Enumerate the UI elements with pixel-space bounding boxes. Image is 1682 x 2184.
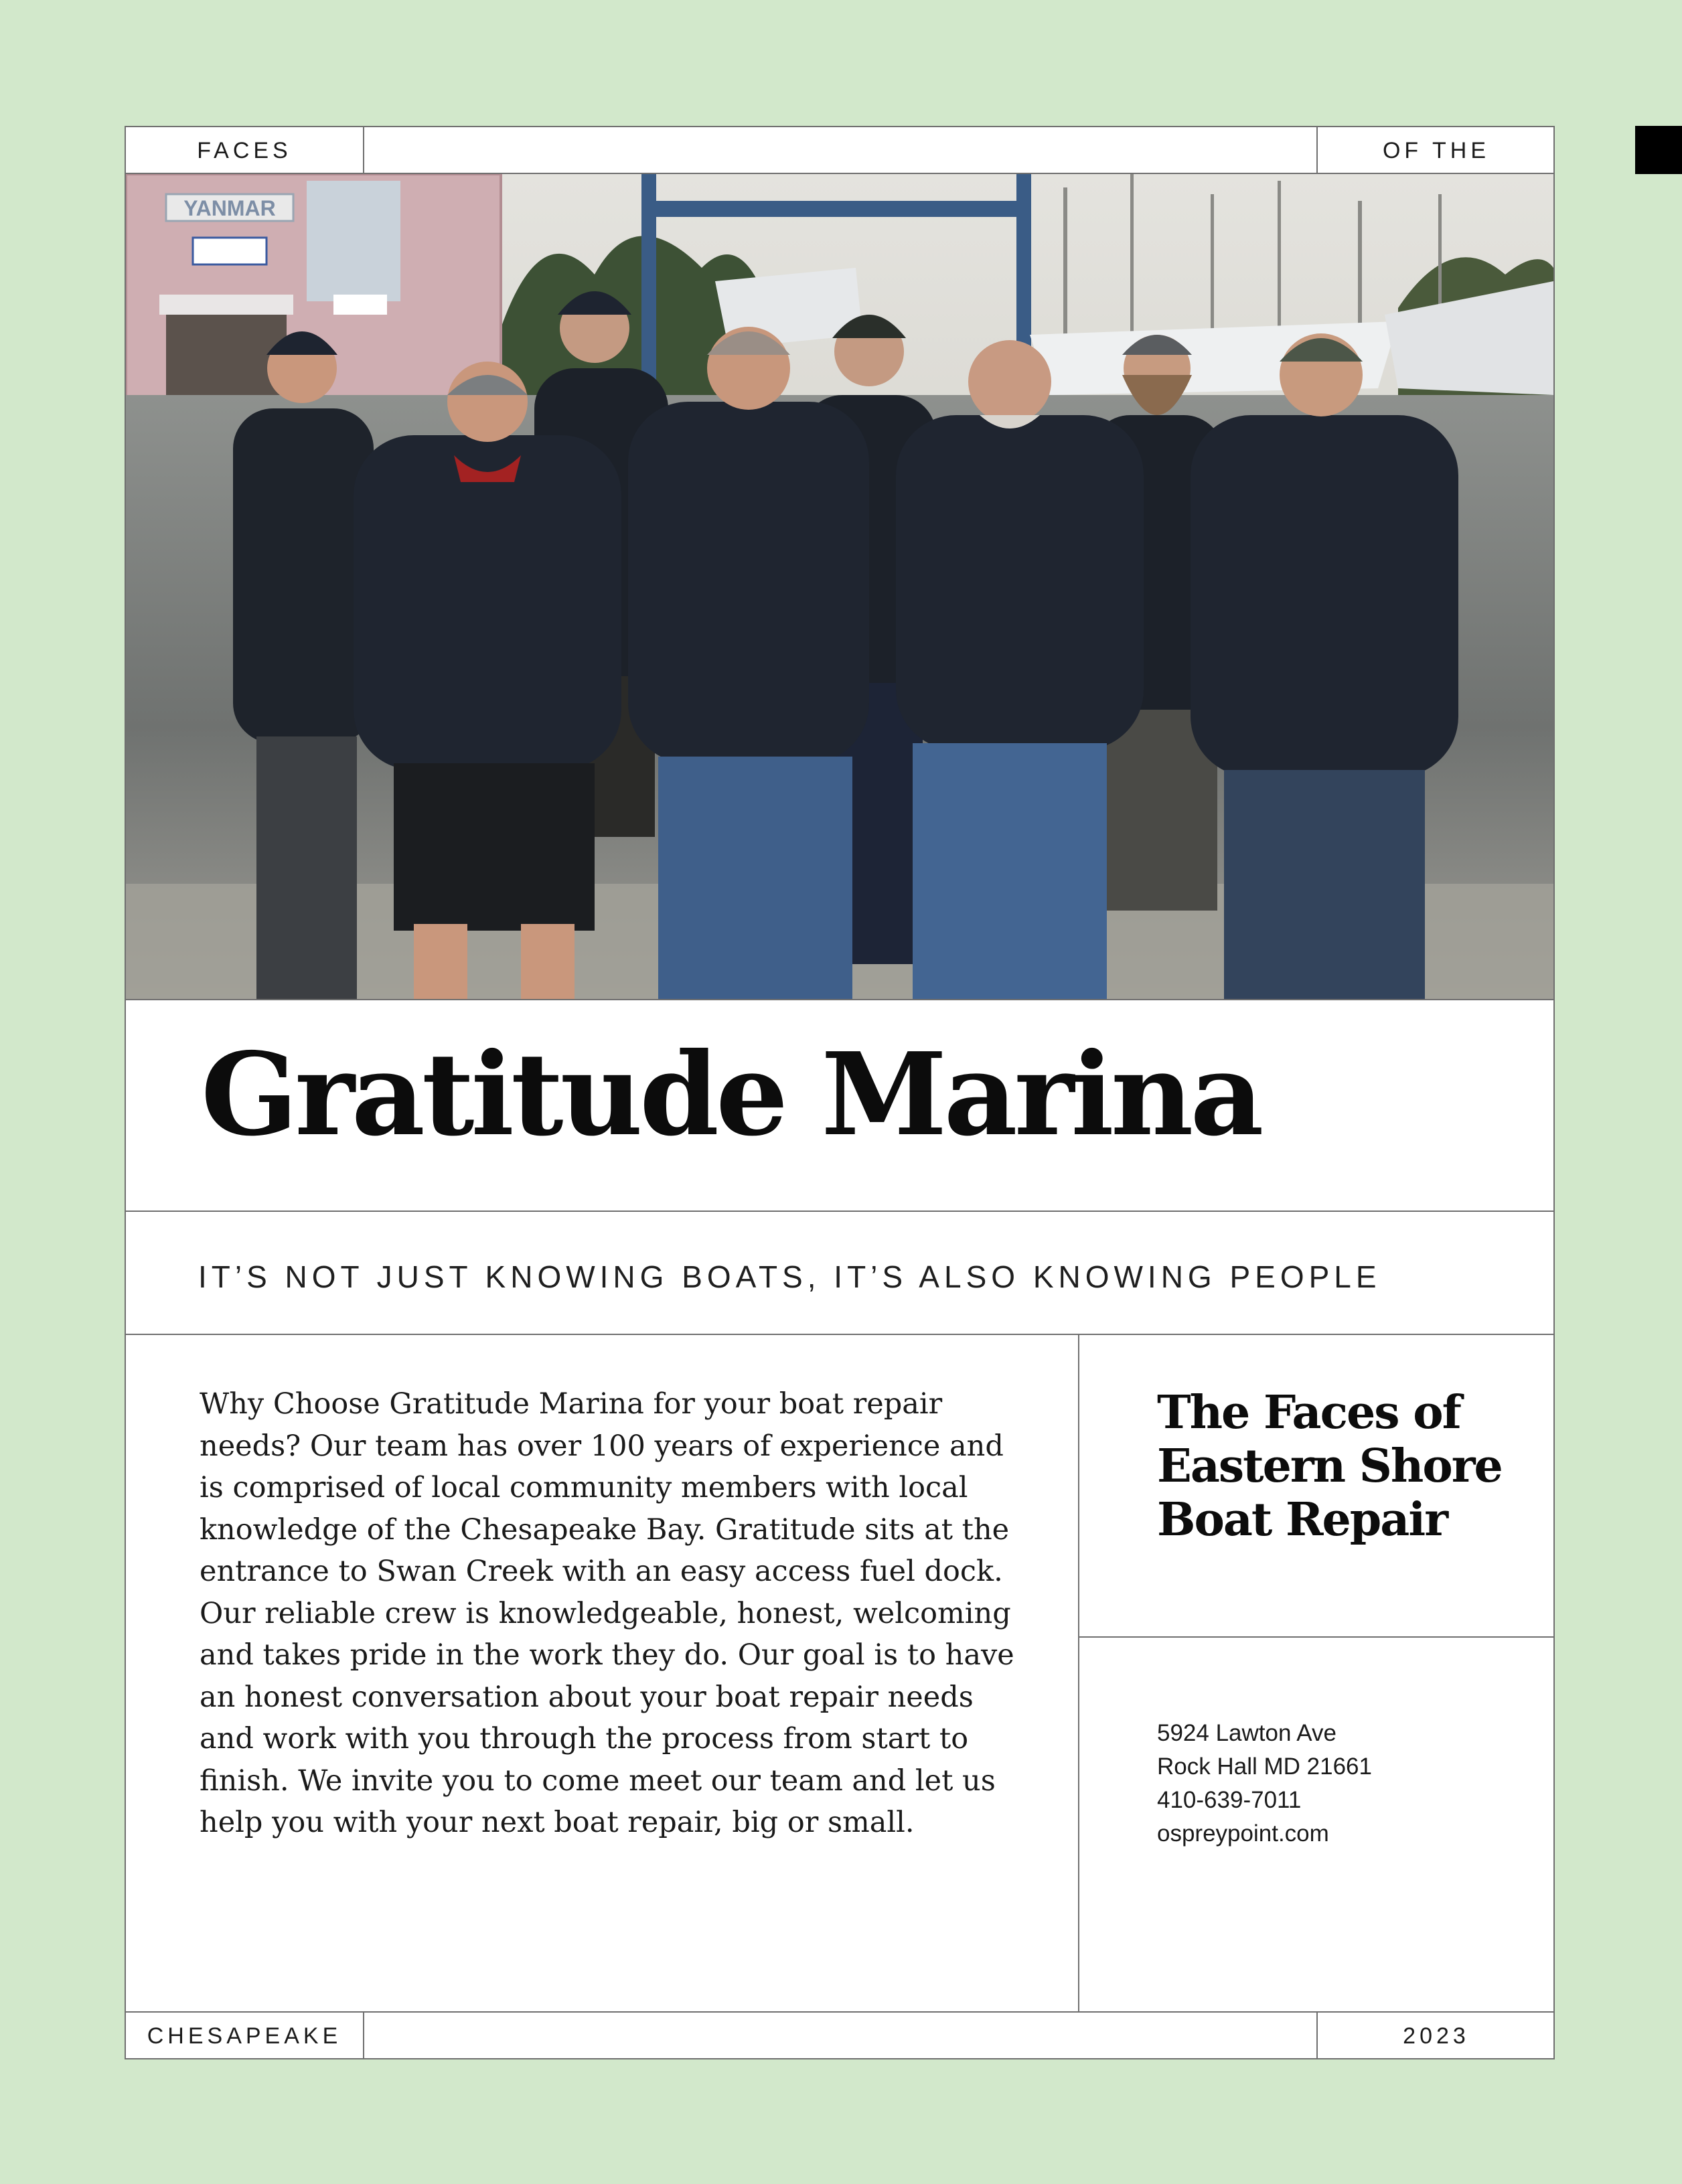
footer-right-label: 2023 [1403,2023,1470,2049]
article-title: Gratitude Marina [201,1028,1261,1162]
article-subtitle: IT’S NOT JUST KNOWING BOATS, IT’S ALSO KNOWING PEOPLE [198,1259,1381,1294]
subtitle-rule [126,1334,1553,1335]
header-left-label: FACES [197,138,292,163]
article-body: Why Choose Gratitude Marina for your boat repair needs? Our team has over 100 years of experience and is comprised of local community members with local knowledge of the Chesapeake Bay. Gratitude sits at the entrance to Swan Creek with an easy access fuel dock. Our reliable crew is knowledgeable, honest, welcoming and takes pride in the work they do. Our goal is to have an honest conversation about your boat repair needs and work with you through the process from start to finish. We invite you to come meet our team and let us help you with your next boat repair, big or small. [200,1387,1014,1839]
building-sign-text: YANMAR [183,196,276,220]
footer-left-label: CHESAPEAKE [147,2023,342,2049]
team-photo [126,174,1553,999]
address-line-1: 5924 Lawton Ave [1157,1720,1336,1746]
sidebar-divider [1078,1334,1079,2011]
header-right-label: OF THE [1382,138,1490,163]
contact-block [1157,1717,1372,1851]
header-divider-right [1316,127,1318,174]
header-divider-left [363,127,364,174]
sidebar-rule [1078,1636,1553,1638]
title-rule [126,1211,1553,1212]
sidebar-title: The Faces of Eastern Shore Boat Repair [1157,1386,1502,1547]
website-link[interactable]: ospreypoint.com [1157,1820,1329,1847]
page-frame [125,126,1555,2059]
footer-divider-left [363,2011,364,2059]
phone-number: 410-639-7011 [1157,1787,1302,1813]
address-line-2: Rock Hall MD 21661 [1157,1753,1372,1780]
photo-bottom-rule [126,999,1553,1000]
corner-tab-marker [1635,126,1682,174]
